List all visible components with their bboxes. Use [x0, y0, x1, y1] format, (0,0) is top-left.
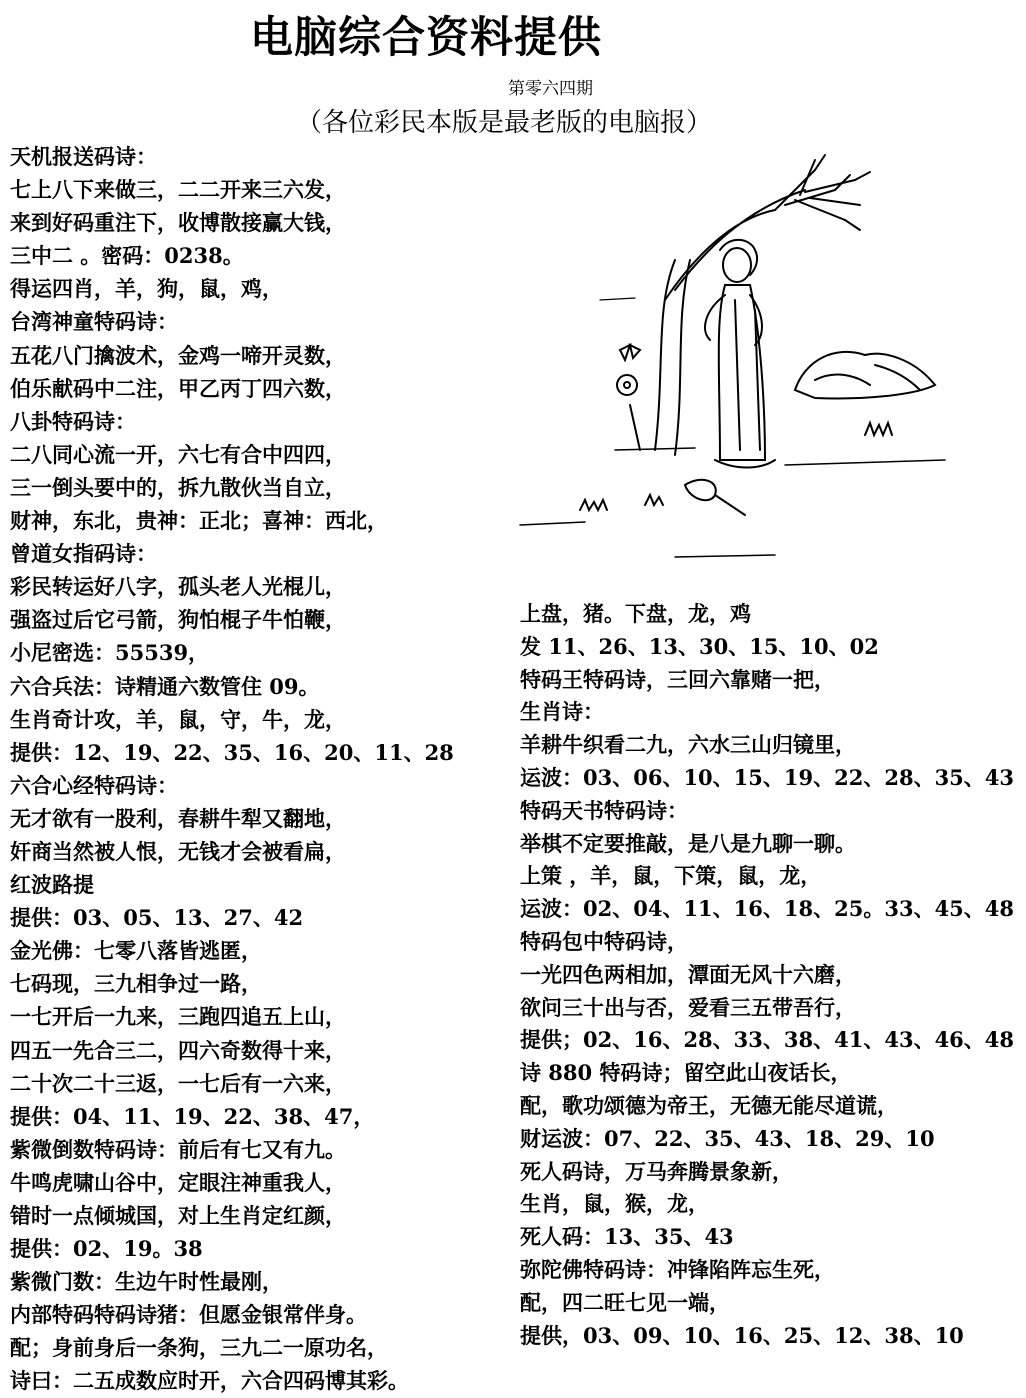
text-line: 八卦特码诗： [10, 408, 136, 434]
text-line: 五花八门擒波术，金鸡一啼开灵数， [10, 342, 346, 368]
text-line: 特码天书特码诗： [520, 797, 688, 823]
page-title: 电脑综合资料提供 [250, 13, 602, 63]
text-line: 小尼密选：55539， [10, 640, 210, 666]
text-line: 错时一点倾城国，对上生肖定红颜， [10, 1203, 346, 1228]
text-line: 六合心经特码诗： [10, 772, 178, 798]
text-line: 提供：04、11、19、22、38、47， [10, 1103, 375, 1129]
text-line: 生肖奇计攻，羊，鼠，守，牛，龙， [10, 706, 346, 732]
text-line: 财神，东北，贵神：正北；喜神：西北， [10, 508, 388, 534]
text-line: 上盘，猪。下盘，龙，鸡 [520, 601, 751, 626]
issue-number: 第零六四期 [508, 79, 593, 99]
text-line: 三一倒头要中的，拆九散伙当自立， [10, 474, 346, 500]
text-line: 生肖，鼠，猴，龙， [520, 1191, 709, 1217]
illustration-lady-under-tree [515, 150, 955, 580]
text-line: 配；身前身后一条狗，三九二一原功名， [10, 1335, 388, 1361]
text-line: 伯乐献码中二注，甲乙丙丁四六数， [10, 375, 346, 401]
text-line: 紫微门数：生边午时性最刚， [10, 1269, 283, 1295]
text-line: 提供：02、19。38 [10, 1236, 203, 1262]
text-line: 七上八下来做三，二二开来三六发， [10, 177, 346, 203]
text-line: 金光佛：七零八落皆逃匿， [10, 938, 262, 964]
text-line: 配，四二旺七见一端， [520, 1289, 730, 1315]
text-line: 一七开后一九来，三跑四追五上山， [10, 1004, 346, 1030]
page-subtitle: （各位彩民本版是最老版的电脑报） [296, 108, 713, 138]
text-line: 死人码：13、35、43 [520, 1224, 734, 1250]
left-column [10, 140, 500, 1398]
text-line: 特码包中特码诗， [520, 928, 688, 954]
text-line: 四五一先合三二，四六奇数得十来， [10, 1037, 346, 1063]
text-line: 发 11、26、13、30、15、10、02 [520, 633, 879, 659]
text-line: 生肖诗： [520, 699, 604, 725]
text-line: 强盗过后它弓箭，狗怕棍子牛怕鞭， [10, 607, 346, 633]
text-line: 来到好码重注下，收博散接赢大钱， [10, 210, 346, 236]
text-line: 运波：03、06、10、15、19、22、28、35、43 [520, 764, 1015, 790]
text-line: 特码王特码诗，三回六靠赌一把， [520, 666, 835, 692]
text-line: 弥陀佛特码诗：冲锋陷阵忘生死， [520, 1256, 835, 1282]
text-line: 天机报送码诗： [10, 144, 157, 169]
text-line: 内部特码特码诗猪：但愿金银常伴身。 [10, 1302, 367, 1328]
text-line: 彩民转运好八字，孤头老人光棍儿， [10, 574, 346, 600]
text-line: 诗曰：二五成数应时开，六合四码博其彩。 [10, 1368, 409, 1394]
text-line: 提供：03、05、13、27、42 [10, 905, 304, 931]
text-line: 六合兵法：诗精通六数管住 09。 [10, 673, 320, 699]
text-line: 台湾神童特码诗： [10, 309, 178, 335]
text-line: 配，歌功颂德为帝王，无德无能尽道谎， [520, 1092, 898, 1118]
text-line: 二八同心流一开，六七有合中四四， [10, 441, 346, 467]
text-line: 牛鸣虎啸山谷中，定眼注神重我人， [10, 1169, 346, 1195]
text-line: 诗 880 特码诗；留空此山夜话长， [520, 1060, 852, 1086]
text-line: 上策 ，羊，鼠，下策，鼠，龙， [520, 863, 822, 889]
text-line: 提供；02、16、28、33、38、41、43、46、48 [520, 1027, 1015, 1053]
text-line: 举棋不定要推敲，是八是九聊一聊。 [520, 830, 856, 856]
text-line: 奸商当然被人恨，无钱才会被看扁， [10, 838, 346, 864]
text-line: 提供：12、19、22、35、16、20、11、28 [10, 739, 454, 765]
text-line: 紫微倒数特码诗：前后有七又有九。 [10, 1136, 346, 1162]
right-column [520, 598, 1020, 1352]
text-line: 二十次二十三返，一七后有一六来， [10, 1070, 346, 1096]
text-line: 七码现，三九相争过一路， [10, 971, 262, 997]
text-line: 红波路提 [10, 872, 94, 898]
text-line: 死人码诗，万马奔腾景象新， [520, 1158, 793, 1184]
text-line: 无才欲有一股利，春耕牛犁又翻地， [10, 805, 346, 831]
text-line: 提供，03、09、10、16、25、12、38、10 [520, 1322, 964, 1348]
text-line: 欲问三十出与否，爱看三五带吾行， [520, 994, 856, 1020]
text-line: 财运波：07、22、35、43、18、29、10 [520, 1125, 935, 1151]
text-line: 得运四肖，羊，狗，鼠，鸡， [10, 276, 283, 302]
text-line: 三中二 。密码：0238。 [10, 243, 244, 269]
text-line: 一光四色两相加，潭面无风十六磨， [520, 961, 856, 987]
text-line: 运波：02、04、11、16、18、25。33、45、48 [520, 896, 1015, 922]
text-line: 羊耕牛织看二九，六水三山归镜里， [520, 732, 856, 758]
text-line: 曾道女指码诗： [10, 541, 157, 567]
